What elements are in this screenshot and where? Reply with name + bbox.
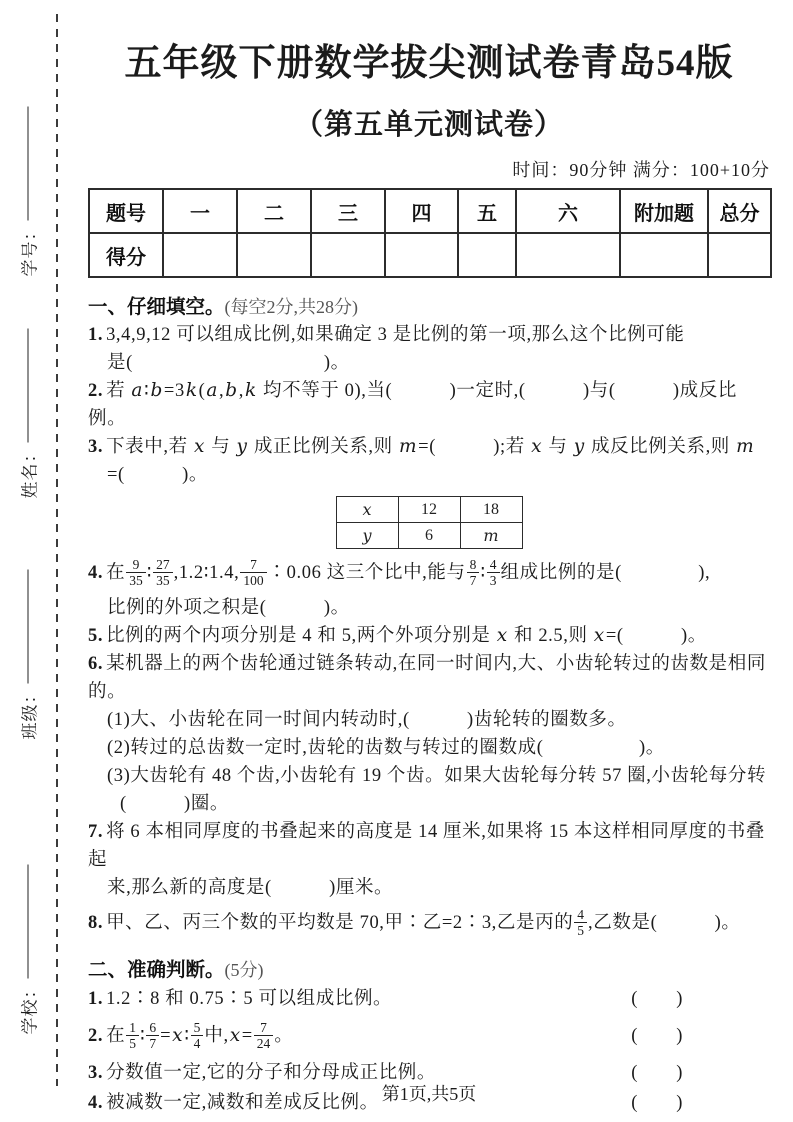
text-run: ( )圈。 bbox=[120, 794, 230, 814]
math-variable: x bbox=[496, 625, 508, 646]
text-run: ∶ bbox=[144, 381, 150, 401]
fraction bbox=[574, 907, 587, 939]
text-run: ∶ bbox=[480, 563, 486, 583]
page-footer: 第1页,共5页 bbox=[381, 1084, 477, 1104]
fraction-denominator: 24 bbox=[256, 1036, 271, 1052]
math-variable: m bbox=[399, 436, 418, 457]
math-variable: y bbox=[236, 436, 248, 457]
answer-bracket: ( ) bbox=[631, 1026, 683, 1046]
text-run: 将 6 本相同厚度的书叠起来的高度是 14 厘米,如果将 15 本这样相同厚度的书叠起 bbox=[88, 822, 765, 870]
fraction bbox=[126, 557, 146, 589]
text-run: ∶ bbox=[139, 1026, 146, 1046]
fraction-denominator: 7 bbox=[149, 1036, 157, 1052]
text-run: 组成比例的是( ), bbox=[500, 563, 711, 583]
q3-table-row bbox=[336, 497, 522, 523]
text-run: (3)大齿轮有 48 个齿,小齿轮有 19 个齿。如果大齿轮每分转 57 圈,小齿轮每分转 bbox=[107, 766, 767, 786]
fraction bbox=[191, 1020, 204, 1052]
question-line bbox=[88, 650, 770, 706]
blank-line bbox=[28, 865, 29, 979]
score-cell bbox=[237, 233, 311, 277]
question-item bbox=[88, 321, 770, 377]
math-variable: x bbox=[593, 625, 605, 646]
fraction bbox=[240, 557, 266, 589]
score-header-row bbox=[89, 189, 771, 233]
exam-meta: 时间：90分钟 满分：100+10分 bbox=[512, 160, 770, 180]
math-variable: y bbox=[362, 525, 372, 545]
text-run: =( )。 bbox=[107, 465, 208, 485]
text-run: ∶ bbox=[184, 1026, 190, 1046]
math-variable: x bbox=[172, 1025, 184, 1046]
question-line bbox=[88, 594, 770, 622]
text-run: 18 bbox=[483, 500, 499, 518]
text-run: 均不等于 0),当( )一定时,( )与( )成反比例。 bbox=[88, 381, 737, 429]
question-number: 7. bbox=[88, 822, 104, 842]
text-run: 成反比例关系,则 bbox=[585, 437, 736, 457]
text-run: 被减数一定,减数和差成反比例。 bbox=[106, 1093, 379, 1113]
text-run: ( bbox=[198, 381, 206, 401]
fraction bbox=[254, 1020, 274, 1052]
question-line bbox=[88, 874, 770, 902]
text-run: 来,那么新的高度是( )厘米。 bbox=[107, 878, 394, 898]
text-run: 在 bbox=[106, 563, 126, 583]
student-name-label: 姓名： bbox=[20, 444, 40, 499]
question-number: 4. bbox=[88, 563, 104, 583]
judgment-section-heading bbox=[88, 956, 770, 984]
judgment-item bbox=[88, 984, 770, 1014]
score-col-header: 五 bbox=[458, 189, 516, 233]
question-number: 6. bbox=[88, 654, 104, 674]
q3-table-cell bbox=[460, 497, 522, 523]
text-run: 下表中,若 bbox=[106, 437, 193, 457]
text-run: ,1.2∶1.4, bbox=[173, 563, 240, 583]
paper-subtitle: （第五单元测试卷） bbox=[293, 109, 564, 141]
fill-in-section-heading bbox=[88, 293, 770, 321]
question-item bbox=[88, 902, 770, 944]
question-item bbox=[88, 650, 770, 818]
fraction-numerator: 9 bbox=[126, 557, 146, 574]
question-line bbox=[88, 818, 770, 874]
text-run: (2)转过的总齿数一定时,齿轮的齿数与转过的圈数成( )。 bbox=[107, 738, 665, 758]
question-line bbox=[88, 734, 770, 762]
text-run: 比例的两个内项分别是 4 和 5,两个外项分别是 bbox=[106, 626, 496, 646]
binding-dashed-line bbox=[56, 14, 58, 1086]
text-run: 在 bbox=[106, 1026, 126, 1046]
score-col-header: 总分 bbox=[708, 189, 771, 233]
text-run: 与 bbox=[205, 437, 236, 457]
score-cell bbox=[311, 233, 385, 277]
math-variable: m bbox=[483, 525, 499, 545]
question-item bbox=[88, 552, 770, 622]
text-run: 甲、乙、丙三个数的平均数是 70,甲∶乙=2∶3,乙是丙的 bbox=[106, 913, 574, 933]
fraction-numerator: 7 bbox=[254, 1020, 274, 1037]
text-run: 12 bbox=[421, 500, 437, 518]
fraction-denominator: 5 bbox=[129, 1036, 136, 1052]
q3-data-table bbox=[336, 496, 523, 549]
text-run: 成正比例关系,则 bbox=[248, 437, 398, 457]
text-run: =3 bbox=[163, 381, 185, 401]
question-item bbox=[88, 377, 770, 433]
question-line bbox=[88, 377, 770, 433]
text-run: 分数值一定,它的分子和分母成正比例。 bbox=[106, 1063, 437, 1083]
text-run: = bbox=[160, 1026, 172, 1046]
score-col-header: 附加题 bbox=[620, 189, 708, 233]
math-variable: k bbox=[244, 380, 257, 401]
text-run: 1.2∶8 和 0.75∶5 可以组成比例。 bbox=[106, 989, 393, 1009]
text-run: ∶ bbox=[146, 563, 153, 583]
text-run: 和 2.5,则 bbox=[508, 626, 593, 646]
text-run: =( );若 bbox=[418, 437, 531, 457]
q3-table-row bbox=[336, 523, 522, 549]
math-variable: m bbox=[736, 436, 755, 457]
score-col-header: 题号 bbox=[89, 189, 163, 233]
question-line bbox=[88, 552, 770, 594]
score-col-header: 三 bbox=[311, 189, 385, 233]
score-col-header: 二 bbox=[237, 189, 311, 233]
math-variable: a bbox=[131, 380, 144, 401]
q3-table-cell bbox=[336, 523, 398, 549]
judgment-item bbox=[88, 1014, 770, 1058]
question-line bbox=[88, 349, 770, 377]
student-name-field bbox=[16, 329, 41, 499]
math-variable: b bbox=[225, 380, 238, 401]
text-run: ∶0.06 这三个比中,能与 bbox=[267, 563, 466, 583]
question-line bbox=[88, 433, 770, 461]
q3-table-cell bbox=[398, 497, 460, 523]
paper-title: 五年级下册数学拔尖测试卷青岛54版 bbox=[124, 43, 734, 84]
fraction-numerator: 7 bbox=[240, 557, 266, 574]
math-variable: x bbox=[362, 499, 372, 519]
class-field bbox=[16, 570, 41, 740]
text-run: 中, bbox=[204, 1026, 229, 1046]
text-run: =( )。 bbox=[605, 626, 707, 646]
score-table bbox=[88, 188, 770, 278]
question-line bbox=[88, 461, 770, 489]
text-run: (1)大、小齿轮在同一时间内转动时,( )齿轮转的圈数多。 bbox=[107, 710, 627, 730]
text-run: 若 bbox=[106, 381, 131, 401]
question-line bbox=[88, 762, 770, 790]
q3-table-cell bbox=[336, 497, 398, 523]
school-label: 学校： bbox=[20, 980, 40, 1035]
fraction-numerator: 27 bbox=[153, 557, 173, 574]
fraction-numerator: 1 bbox=[126, 1020, 139, 1037]
fraction bbox=[153, 557, 173, 589]
question-number: 8. bbox=[88, 913, 104, 933]
fraction-numerator: 5 bbox=[191, 1020, 204, 1037]
score-col-header: 四 bbox=[385, 189, 458, 233]
text-run: 某机器上的两个齿轮通过链条转动,在同一时间内,大、小齿轮转过的齿数是相同的。 bbox=[88, 654, 766, 702]
score-value-row bbox=[89, 233, 771, 277]
blank-line bbox=[28, 107, 29, 221]
fraction bbox=[467, 557, 480, 589]
question-line bbox=[88, 706, 770, 734]
score-col-header: 六 bbox=[516, 189, 620, 233]
question-item bbox=[88, 433, 770, 549]
judgment-text bbox=[88, 984, 392, 1014]
fill-in-questions bbox=[88, 321, 770, 944]
question-line bbox=[88, 902, 770, 944]
class-label: 班级： bbox=[20, 685, 40, 740]
math-variable: b bbox=[150, 380, 163, 401]
score-table-grid bbox=[88, 188, 772, 278]
answer-bracket: ( ) bbox=[631, 1063, 683, 1083]
fraction-denominator: 5 bbox=[577, 923, 585, 939]
math-variable: y bbox=[573, 436, 585, 457]
question-number: 1. bbox=[88, 989, 104, 1009]
text-run: = bbox=[241, 1026, 253, 1046]
text-run: 3,4,9,12 可以组成比例,如果确定 3 是比例的第一项,那么这个比例可能 bbox=[106, 325, 685, 345]
question-number: 2. bbox=[88, 381, 104, 401]
score-row-label: 得分 bbox=[89, 233, 163, 277]
fraction bbox=[126, 1020, 139, 1052]
math-variable: x bbox=[193, 436, 205, 457]
fraction-numerator: 4 bbox=[487, 557, 500, 574]
question-number: 1. bbox=[88, 325, 104, 345]
fraction-denominator: 4 bbox=[193, 1036, 201, 1052]
fraction-numerator: 8 bbox=[467, 557, 480, 574]
question-line bbox=[88, 321, 770, 349]
text-run: 是( )。 bbox=[107, 353, 350, 373]
judgment-section-title: 二、准确判断。 bbox=[88, 959, 225, 981]
text-run: , bbox=[219, 381, 225, 401]
fraction-numerator: 6 bbox=[146, 1020, 159, 1037]
blank-line bbox=[28, 570, 29, 684]
judgment-section-note: (5分) bbox=[224, 960, 264, 980]
judgment-text bbox=[88, 1014, 293, 1058]
math-variable: x bbox=[229, 1025, 241, 1046]
math-variable: a bbox=[206, 380, 219, 401]
score-cell bbox=[458, 233, 516, 277]
fraction-denominator: 35 bbox=[129, 573, 143, 589]
student-id-label: 学号： bbox=[20, 222, 40, 277]
text-run: 。 bbox=[274, 1026, 294, 1046]
score-cell bbox=[385, 233, 458, 277]
question-number: 5. bbox=[88, 626, 104, 646]
fraction bbox=[487, 557, 500, 589]
question-number: 3. bbox=[88, 1063, 104, 1083]
question-item bbox=[88, 818, 770, 902]
fraction-denominator: 35 bbox=[156, 573, 170, 589]
text-run: 6 bbox=[425, 526, 433, 544]
text-run: 与 bbox=[543, 437, 573, 457]
question-number: 2. bbox=[88, 1026, 104, 1046]
math-variable: k bbox=[185, 380, 198, 401]
q3-table-cell bbox=[398, 523, 460, 549]
question-number: 4. bbox=[88, 1093, 104, 1113]
school-field bbox=[16, 865, 41, 1035]
text-run: ,乙数是( )。 bbox=[588, 913, 741, 933]
q3-table-cell bbox=[460, 523, 522, 549]
answer-bracket: ( ) bbox=[631, 1093, 683, 1113]
question-line bbox=[88, 622, 770, 650]
paper-content bbox=[88, 0, 770, 1118]
fraction-denominator: 7 bbox=[469, 573, 477, 589]
score-col-header: 一 bbox=[163, 189, 237, 233]
fraction bbox=[146, 1020, 159, 1052]
text-run: , bbox=[238, 381, 244, 401]
answer-bracket: ( ) bbox=[631, 989, 683, 1009]
question-item bbox=[88, 622, 770, 650]
blank-line bbox=[28, 329, 29, 443]
fraction-denominator: 3 bbox=[489, 573, 497, 589]
score-cell bbox=[163, 233, 237, 277]
fraction-denominator: 100 bbox=[243, 573, 264, 589]
score-cell bbox=[620, 233, 708, 277]
score-cell bbox=[708, 233, 771, 277]
text-run: 比例的外项之积是( )。 bbox=[107, 598, 350, 618]
student-id-field bbox=[16, 107, 41, 277]
fill-in-section-note: (每空2分,共28分) bbox=[224, 297, 359, 317]
math-variable: x bbox=[531, 436, 543, 457]
fill-in-section-title: 一、仔细填空。 bbox=[88, 296, 225, 318]
question-line bbox=[88, 790, 770, 818]
question-number: 3. bbox=[88, 437, 104, 457]
fraction-numerator: 4 bbox=[574, 907, 587, 924]
score-cell bbox=[516, 233, 620, 277]
